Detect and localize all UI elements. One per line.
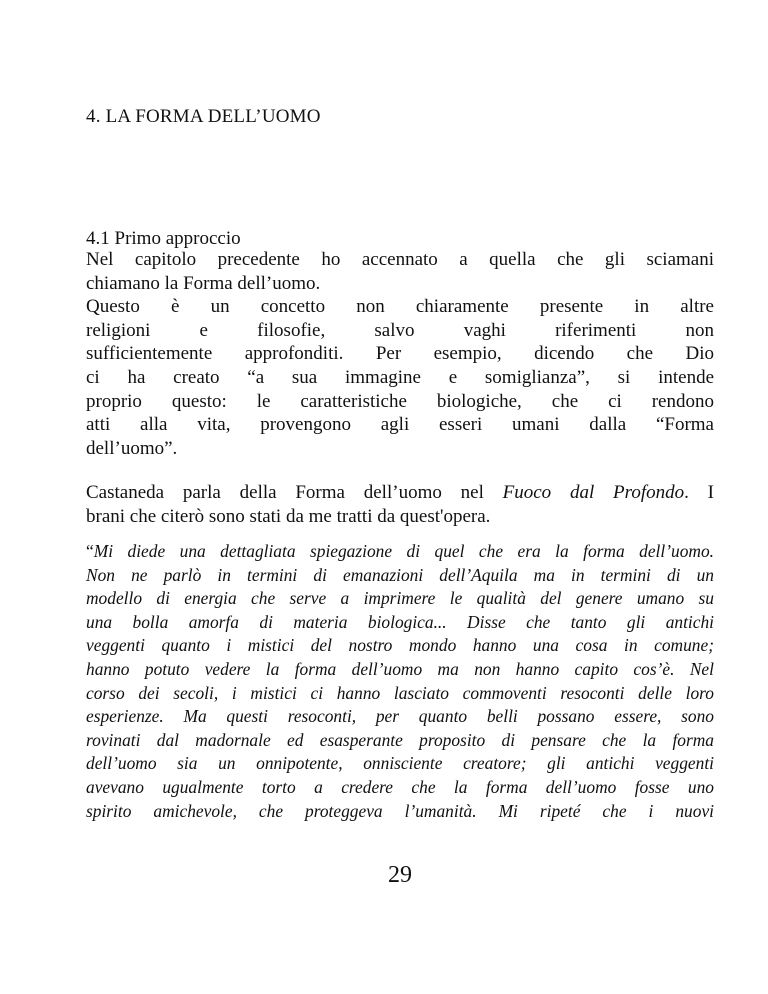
paragraph-1-line: ci ha creato “a sua immagine e somiglianza”, si intende xyxy=(86,366,714,388)
paragraph-1 xyxy=(86,248,714,460)
paragraph-1-line: sufficientemente approfonditi. Per esempio, dicendo che Dio xyxy=(86,343,714,365)
quote-line: corso dei secoli, i mistici ci hanno lasciato commoventi resoconti delle loro xyxy=(86,682,714,703)
quote-line: esperienze. Ma questi resoconti, per quanto belli possano essere, sono xyxy=(86,706,714,727)
paragraph-1-line: Nel capitolo precedente ho accennato a quella che gli sciamani xyxy=(86,249,714,270)
quote-line: Non ne parlò in termini di emanazioni dell’Aquila ma in termini di un xyxy=(86,564,714,585)
paragraph-1-line: dell’uomo”. xyxy=(86,437,178,459)
paragraph-1-line: proprio questo: le caratteristiche biologiche, che ci rendono xyxy=(86,390,714,412)
quote-line: dell’uomo sia un onnipotente, onnisciente creatore; gli antichi veggenti xyxy=(86,753,714,774)
paragraph-2-line xyxy=(86,481,714,505)
paragraph-1-line: atti alla vita, provengono agli esseri umani dalla “Forma xyxy=(86,414,714,436)
quote-line: una bolla amorfa di materia biologica... Disse che tanto gli antichi xyxy=(86,611,714,632)
quote-line: modello di energia che serve a imprimere le qualità del genere umano su xyxy=(86,588,714,609)
quote-line: avevano ugualmente torto a credere che la forma dell’uomo fosse uno xyxy=(86,776,714,797)
paragraph-1-line: Questo è un concetto non chiaramente presente in altre xyxy=(86,296,714,318)
paragraph-2 xyxy=(86,481,714,528)
quote-line: hanno potuto vedere la forma dell’uomo ma non hanno capito cos’è. Nel xyxy=(86,658,714,679)
quote-line: rovinati dal madornale ed esasperante proposito di pensare che la forma xyxy=(86,729,714,750)
quote-line: veggenti quanto i mistici del nostro mondo hanno una cosa in comune; xyxy=(86,635,714,656)
open-quote-mark: “ xyxy=(86,541,94,561)
chapter-title: 4. LA FORMA DELL’UOMO xyxy=(86,106,321,127)
paragraph-1-line: chiamano la Forma dell’uomo. xyxy=(86,272,321,294)
paragraph-2-text: Castaneda parla della Forma dell’uomo nel xyxy=(86,482,503,503)
paragraph-2-line: brani che citerò sono stati da me tratti da quest'opera. xyxy=(86,505,491,527)
quote-line: spirito amichevole, che proteggeva l’umanità. Mi ripeté che i nuovi xyxy=(86,800,714,821)
paragraph-1-line: religioni e filosofie, salvo vaghi riferimenti non xyxy=(86,319,714,341)
book-title: Fuoco dal Profondo xyxy=(502,482,685,503)
quote-text: Mi diede una dettagliata spiegazione di quel che era la forma dell’uomo. xyxy=(93,541,714,561)
page-number: 29 xyxy=(388,862,412,888)
quote-block xyxy=(86,540,714,823)
quote-line xyxy=(86,540,714,564)
paragraph-2-text: . I xyxy=(684,482,714,503)
section-title: 4.1 Primo approccio xyxy=(86,228,241,249)
